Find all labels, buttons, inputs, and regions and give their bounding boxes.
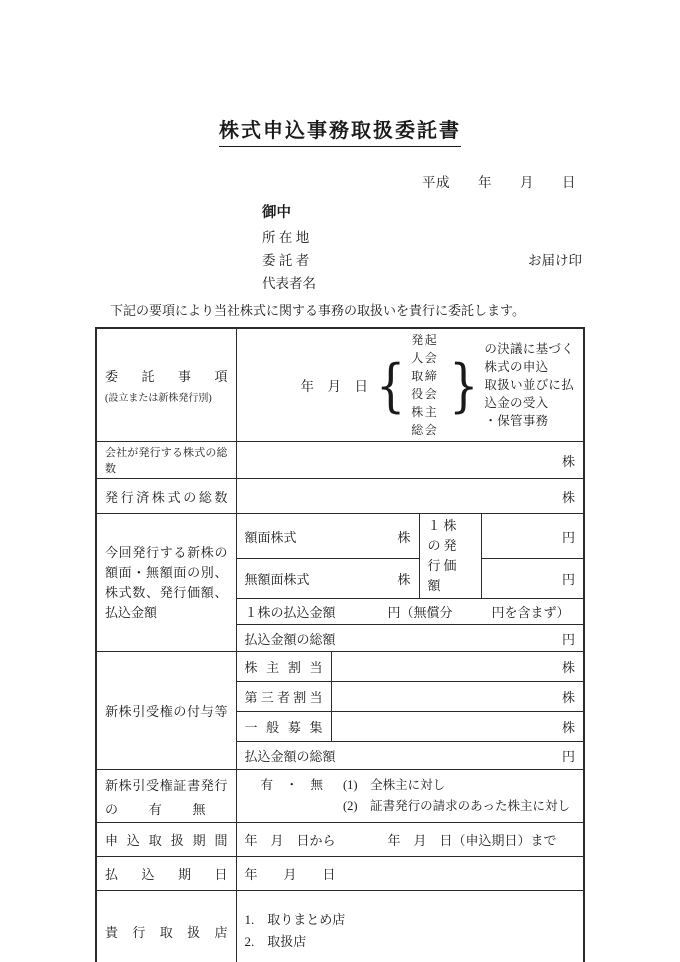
new-issue-par-row [96, 514, 584, 559]
preemptive-label: 第三者割当 [244, 690, 323, 705]
new-issue-total-label: 払込金額の総額 [244, 631, 336, 647]
preemptive-label: 株主割当 [244, 660, 323, 675]
entrust-header-cell [96, 328, 236, 442]
entrust-content-cell [236, 328, 584, 442]
handling-branch-row [96, 891, 584, 962]
certificate-header-line2: の 有 無 [105, 801, 206, 817]
certificate-item: (1) 全株主に対し [343, 778, 446, 792]
certificate-content [245, 772, 576, 820]
seal-label: お届け印 [528, 253, 582, 268]
consignor-label: 委 託 者 [262, 253, 310, 268]
organ-item: 株主総会 [411, 405, 439, 437]
application-period-header: 申込取扱期間 [105, 833, 228, 848]
payment-per-share: １株の払込金額 円（無償分 円を含まず） [236, 599, 584, 625]
payment-date-header: 払込期日 [105, 867, 228, 882]
new-issue-total-unit: 円 [561, 631, 575, 647]
certificate-items [343, 775, 570, 817]
price-per-share-label: １株の発行価額 [419, 514, 481, 599]
address-label: 所 在 地 [262, 230, 310, 245]
new-issue-header: 今回発行する新株の額面・無額面の別、株式数、発行価額、払込金額 [105, 544, 228, 620]
application-period-header-cell [96, 823, 236, 857]
authorized-shares-unit: 株 [236, 442, 584, 479]
nopar-shares-pair [245, 569, 411, 588]
issued-shares-unit: 株 [236, 479, 584, 514]
new-issue-header-cell [96, 514, 236, 652]
certificate-header-line1: 新株引受権証書発行 [105, 777, 228, 793]
certificate-row [96, 770, 584, 823]
new-issue-total-cell [236, 625, 584, 652]
preemptive-label-cell [236, 652, 331, 682]
application-period-value: 年 月 日から 年 月 日（申込期日）まで [236, 823, 584, 857]
entrust-date: 年 月 日 [300, 379, 368, 394]
handling-branch-item: 2. 取扱店 [244, 934, 307, 950]
certificate-header-cell [96, 770, 236, 823]
entrust-content [245, 331, 576, 439]
addressee-label: 御中 [262, 205, 291, 221]
price-unit-par: 円 [481, 514, 584, 559]
handling-branch-content-cell [236, 891, 584, 962]
par-shares-pair [245, 527, 411, 546]
preemptive-label-cell [236, 712, 331, 742]
entrust-row [96, 328, 584, 442]
preemptive-header: 新株引受権の付与等 [105, 704, 228, 719]
entrust-description [484, 340, 575, 430]
intro-text: 下記の要項により当社株式に関する事務の取扱いを貴行に委託します。 [110, 303, 525, 318]
par-shares-unit: 株 [397, 529, 411, 545]
organ-item: 発起人会 [411, 333, 439, 365]
preemptive-total-cell [236, 742, 584, 770]
representative-label: 代表者名 [262, 276, 316, 291]
payment-date-value: 年 月 日 [236, 857, 584, 891]
issued-shares-row [96, 479, 584, 514]
preemptive-unit: 株 [331, 682, 584, 712]
preemptive-label-cell [236, 682, 331, 712]
handling-branch-header-cell [96, 891, 236, 962]
payment-date-header-cell [96, 857, 236, 891]
handling-branch-item: 1. 取りまとめ店 [244, 912, 346, 928]
left-brace: { [376, 351, 406, 419]
entrust-description-line: 取扱い並びに払込金の受入 [484, 378, 575, 410]
certificate-choice: 有 ・ 無 [260, 778, 324, 792]
price-unit-nopar: 円 [481, 559, 584, 599]
preemptive-total-label: 払込金額の総額 [244, 749, 336, 764]
date-line: 平成 年 月 日 [422, 175, 576, 190]
entrust-description-line: ・保管事務 [484, 414, 549, 428]
preemptive-row-shareholder [96, 652, 584, 682]
issued-shares-header-cell [96, 479, 236, 514]
certificate-item: (2) 証書発行の請求のあった株主に対し [343, 799, 570, 813]
title-wrap [0, 114, 680, 147]
consignor-row [262, 252, 680, 269]
organ-list [411, 331, 443, 439]
consignment-form-table [95, 327, 585, 962]
entrust-header-note: (設立または新株発行別) [105, 393, 212, 404]
authorized-shares-header-cell [96, 442, 236, 479]
right-brace: } [449, 351, 479, 419]
preemptive-total-unit: 円 [561, 749, 575, 764]
par-shares-cell [236, 514, 419, 559]
new-issue-total-pair [245, 629, 576, 648]
issued-shares-header: 発行済株式の総数 [105, 489, 228, 505]
preemptive-label: 一般募集 [244, 720, 323, 735]
entrust-header: 委託事項 [105, 369, 228, 384]
nopar-shares-label: 無額面株式 [244, 572, 310, 588]
addressee-block [262, 203, 680, 292]
preemptive-total-pair [245, 746, 576, 765]
payment-date-row [96, 857, 584, 891]
organ-item: 取締役会 [411, 369, 439, 401]
certificate-content-cell [236, 770, 584, 823]
nopar-shares-cell [236, 559, 419, 599]
authorized-shares-header: 会社が発行する株式の総数 [105, 447, 228, 475]
entrust-description-line: の決議に基づく株式の申込 [484, 342, 575, 374]
par-shares-label: 額面株式 [244, 529, 297, 545]
application-period-row [96, 823, 584, 857]
document-title: 株式申込事務取扱委託書 [219, 114, 461, 147]
handling-branch-header: 貴行取扱店 [105, 924, 228, 940]
authorized-shares-row [96, 442, 584, 479]
preemptive-header-cell [96, 652, 236, 770]
nopar-shares-unit: 株 [397, 572, 411, 588]
preemptive-unit: 株 [331, 652, 584, 682]
preemptive-unit: 株 [331, 712, 584, 742]
